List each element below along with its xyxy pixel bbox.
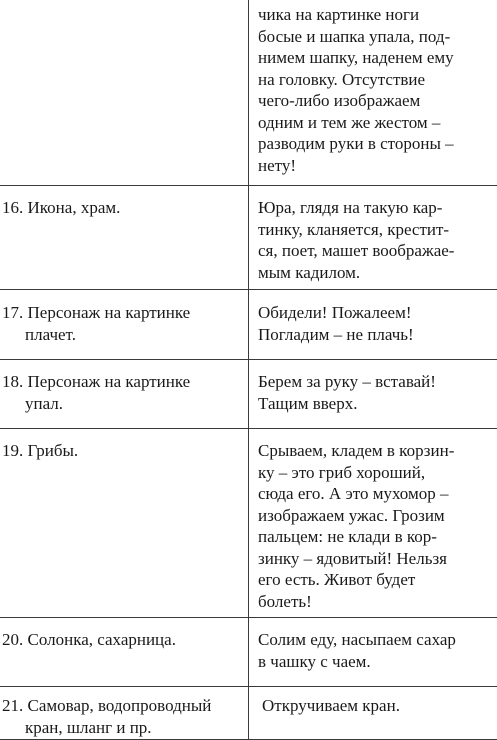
text-line: Погладим – не плачь! xyxy=(258,324,414,344)
text-line: в чашку с чаем. xyxy=(258,651,371,671)
row-18-item xyxy=(2,371,244,414)
text-line: мым кадилом. xyxy=(258,262,361,282)
text-line: кран, шланг и пр. xyxy=(25,717,152,737)
row-16-action xyxy=(258,197,494,283)
text-line: Берем за руку – вставай! xyxy=(258,372,436,391)
text-line: одним и тем же жестом – xyxy=(258,112,441,132)
row-0-action xyxy=(258,4,494,176)
text-line: 17. Персонаж на картинке xyxy=(2,303,191,322)
row-divider xyxy=(0,428,497,429)
row-19-action xyxy=(258,440,494,612)
row-divider xyxy=(0,359,497,360)
row-19-item xyxy=(2,440,244,462)
text-line: 16. Икона, храм. xyxy=(2,198,121,217)
text-line: пальцем: не клади в кор- xyxy=(258,527,437,546)
text-line: Срываем, кладем в корзин- xyxy=(258,441,455,460)
text-line: разводим руки в стороны – xyxy=(258,134,454,153)
row-20-item xyxy=(2,629,244,651)
row-17-item xyxy=(2,302,244,345)
text-line: 18. Персонаж на картинке xyxy=(2,372,191,391)
text-line: зинку – ядовитый! Нельзя xyxy=(258,548,447,568)
text-line: чего-либо изображаем xyxy=(258,91,421,110)
text-line: чика на картинке ноги xyxy=(258,5,420,24)
text-line: изображаем ужас. Грозим xyxy=(258,505,445,525)
row-16-item xyxy=(2,197,244,219)
row-18-action xyxy=(258,371,494,414)
row-17-action xyxy=(258,302,494,345)
row-20-action xyxy=(258,629,494,672)
row-21-action xyxy=(262,695,497,717)
text-line: болеть! xyxy=(258,591,312,611)
column-divider xyxy=(248,0,249,740)
text-line: 19. Грибы. xyxy=(2,441,79,460)
row-divider xyxy=(0,185,497,186)
row-divider xyxy=(0,617,497,618)
text-line: 20. Солонка, сахарница. xyxy=(2,630,176,649)
text-line: плачет. xyxy=(25,324,76,344)
text-line: ку – это гриб хороший, xyxy=(258,462,426,482)
row-21-item xyxy=(2,695,244,738)
text-line: его есть. Живот будет xyxy=(258,570,416,589)
text-line: нету! xyxy=(258,155,297,175)
text-line: нимем шапку, наденем ему xyxy=(258,48,454,67)
text-line: 21. Самовар, водопроводный xyxy=(2,696,212,715)
text-line: тинку, кланяется, крестит- xyxy=(258,219,450,239)
text-line: упал. xyxy=(25,393,64,413)
text-line: Юра, глядя на такую кар- xyxy=(258,198,443,217)
text-line: Солим еду, насыпаем сахар xyxy=(258,630,456,649)
text-line: ся, поет, машет воображае- xyxy=(258,241,455,260)
text-line: Откручиваем кран. xyxy=(262,696,400,715)
text-line: Тащим вверх. xyxy=(258,393,358,413)
text-line: на головку. Отсутствие xyxy=(258,69,426,89)
text-line: сюда его. А это мухомор – xyxy=(258,484,449,503)
row-divider xyxy=(0,686,497,687)
text-line: Обидели! Пожалеем! xyxy=(258,303,412,322)
row-divider xyxy=(0,289,497,290)
text-line: босые и шапка упала, под- xyxy=(258,26,451,46)
